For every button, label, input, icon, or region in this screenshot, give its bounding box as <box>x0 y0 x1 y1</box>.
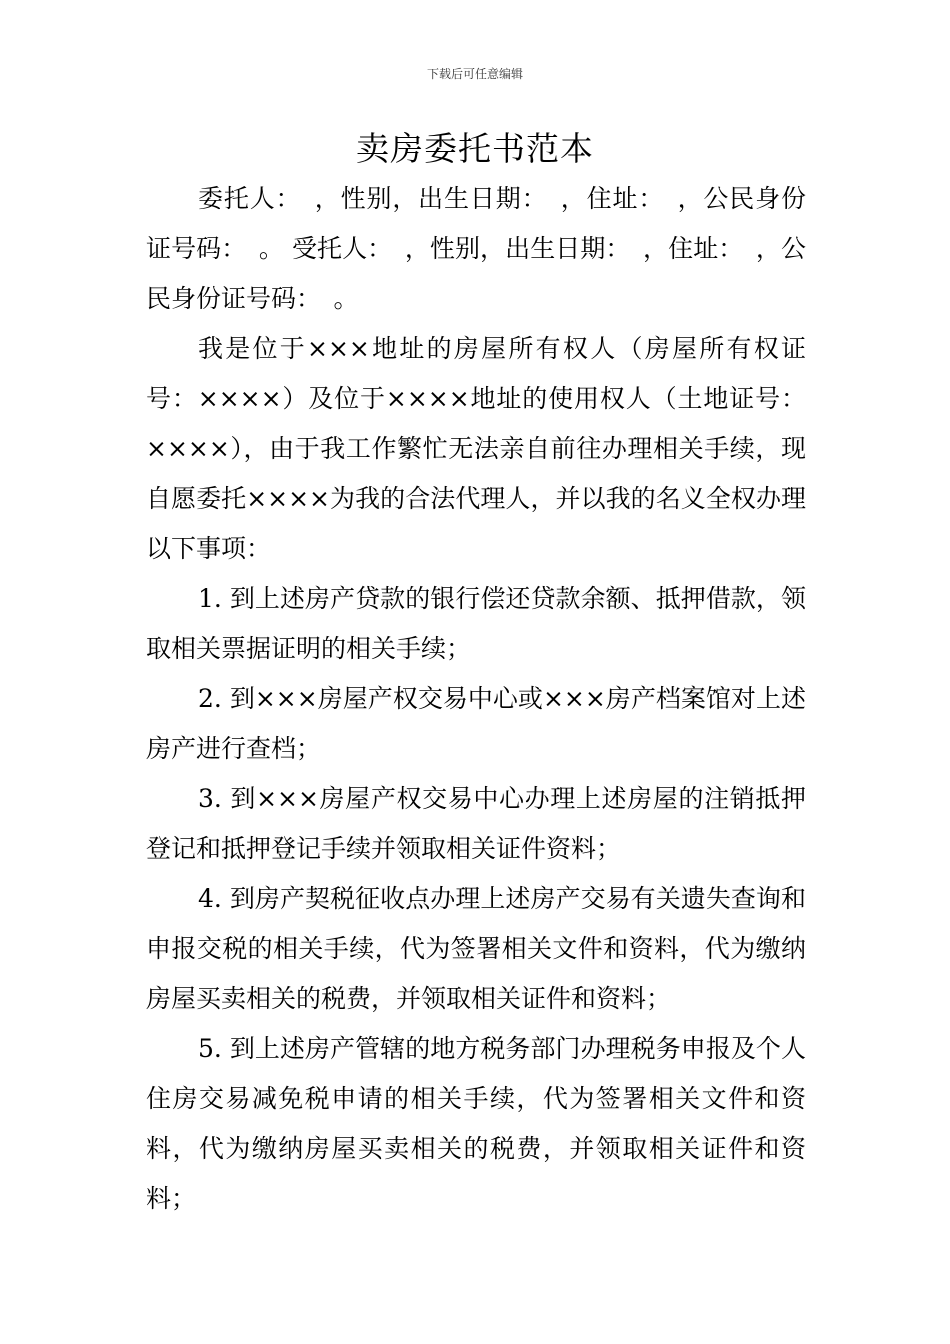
item-2-paragraph: 2. 到×××房屋产权交易中心或×××房产档案馆对上述房产进行查档； <box>146 684 806 763</box>
header-note: 下载后可任意编辑 <box>426 67 523 81</box>
document-title: 卖房委托书范本 <box>356 129 594 168</box>
item-3-paragraph: 3. 到×××房屋产权交易中心办理上述房屋的注销抵押登记和抵押登记手续并领取相关证件资料； <box>146 784 806 863</box>
parties-paragraph: 委托人： ，性别，出生日期： ，住址： ，公民身份证号码： 。 受托人： ，性别，出生日期： ，住址： ，公民身份证号码： 。 <box>146 184 806 313</box>
document-body <box>146 174 806 1224</box>
statement-paragraph: 我是位于×××地址的房屋所有权人（房屋所有权证号：××××）及位于××××地址的使用权人（土地证号：××××），由于我工作繁忙无法亲自前往办理相关手续，现自愿委托××××为我的合法代理人，并以我的名义全权办理以下事项： <box>146 334 806 563</box>
item-5-paragraph: 5. 到上述房产管辖的地方税务部门办理税务申报及个人住房交易减免税申请的相关手续，代为签署相关文件和资料，代为缴纳房屋买卖相关的税费，并领取相关证件和资料； <box>146 1034 806 1213</box>
item-4-paragraph: 4. 到房产契税征收点办理上述房产交易有关遗失查询和申报交税的相关手续，代为签署相关文件和资料，代为缴纳房屋买卖相关的税费，并领取相关证件和资料； <box>146 884 806 1013</box>
item-1-paragraph: 1. 到上述房产贷款的银行偿还贷款余额、抵押借款，领取相关票据证明的相关手续； <box>146 584 806 663</box>
